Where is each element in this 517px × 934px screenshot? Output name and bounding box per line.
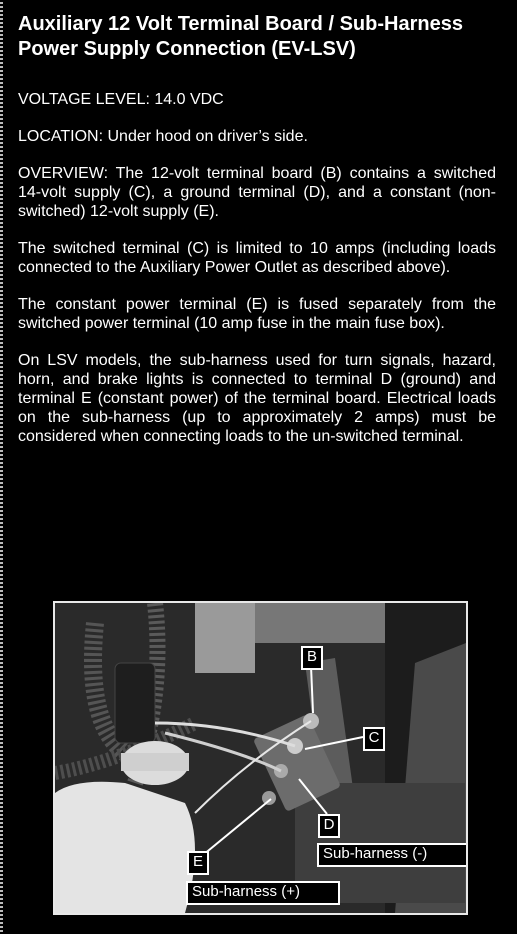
switched-terminal-text: The switched terminal (C) is limited to 10 amps (including loads connected to the Auxiliary Power Outlet as described above).: [18, 240, 496, 276]
callout-sub-harness-positive: Sub-harness (+): [186, 881, 340, 905]
document-body: [18, 12, 496, 464]
callout-d: D: [318, 814, 340, 838]
callout-e: E: [187, 851, 209, 875]
page-title: Auxiliary 12 Volt Terminal Board / Sub-Harness Power Supply Connection (EV-LSV): [18, 13, 463, 60]
page-edge-rule: [0, 0, 3, 934]
voltage-level-text: VOLTAGE LEVEL: 14.0 VDC: [18, 91, 224, 108]
terminal-board-photo: [53, 601, 468, 915]
lsv-subharness-text: On LSV models, the sub-harness used for turn signals, hazard, horn, and brake lights is connected to terminal D (ground) and terminal E (constant power) of the terminal board. Electrical loads on the sub-harness (up to approximately 2 amps) must be considered when connecting loads to the un-switched terminal.: [18, 352, 496, 445]
callout-c: C: [363, 727, 385, 751]
location-text: LOCATION: Under hood on driver’s side.: [18, 128, 308, 145]
overview-text: OVERVIEW: The 12-volt terminal board (B) contains a switched 14-volt supply (C), a ground terminal (D), and a constant (non-switched) 12-volt supply (E).: [18, 165, 496, 220]
callout-b: B: [301, 646, 323, 670]
constant-terminal-text: The constant power terminal (E) is fused separately from the switched power terminal (10 amp fuse in the main fuse box).: [18, 296, 496, 332]
callout-sub-harness-negative: Sub-harness (-): [317, 843, 468, 867]
